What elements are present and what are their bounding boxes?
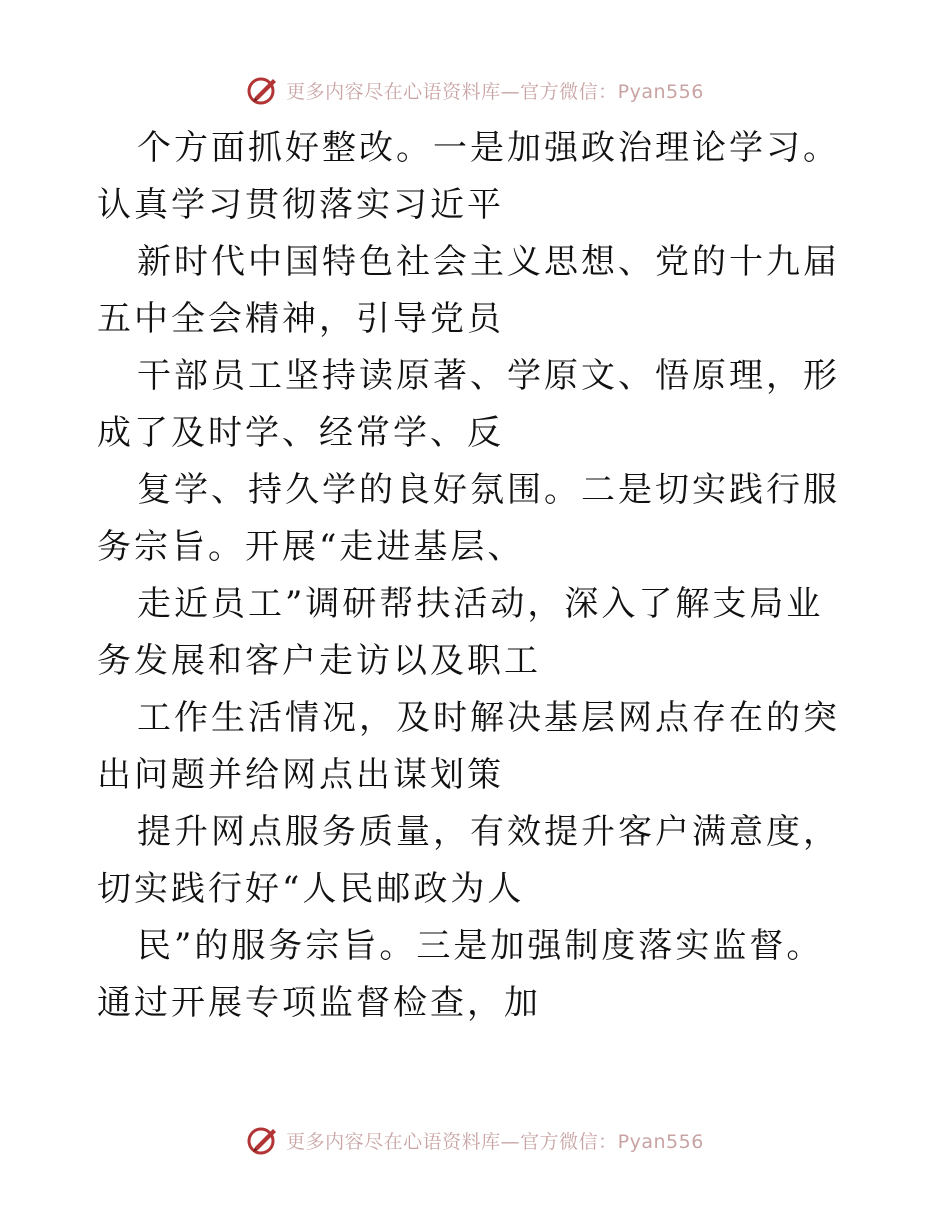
red-pen-logo-icon [246, 73, 280, 107]
paragraph-3: 干部员工坚持读原著、学原文、悟原理，形成了及时学、经常学、反 [97, 356, 840, 453]
paragraph-6: 工作生活情况，及时解决基层网点存在的突出问题并给网点出谋划策 [97, 698, 840, 795]
header-watermark [0, 70, 950, 110]
paragraph-2: 新时代中国特色社会主义思想、党的十九届五中全会精神，引导党员 [97, 242, 840, 339]
document-body [97, 120, 857, 1032]
watermark-text: 更多内容尽在心语资料库—官方微信：Pyan556 [286, 80, 704, 103]
paragraph-8: 民”的服务宗旨。三是加强制度落实监督。通过开展专项监督检查，加 [97, 926, 824, 1023]
footer-watermark [0, 1120, 950, 1160]
paragraph-7: 提升网点服务质量，有效提升客户满意度，切实践行好“人民邮政为人 [97, 812, 840, 909]
paragraph-4: 复学、持久学的良好氛围。二是切实践行服务宗旨。开展“走进基层、 [97, 470, 840, 567]
paragraph-5: 走近员工”调研帮扶活动，深入了解支局业务发展和客户走访以及职工 [97, 584, 824, 681]
watermark-text: 更多内容尽在心语资料库—官方微信：Pyan556 [286, 1130, 704, 1153]
paragraph-1: 个方面抓好整改。一是加强政治理论学习。认真学习贯彻落实习近平 [97, 128, 840, 225]
red-pen-logo-icon [246, 1123, 280, 1157]
